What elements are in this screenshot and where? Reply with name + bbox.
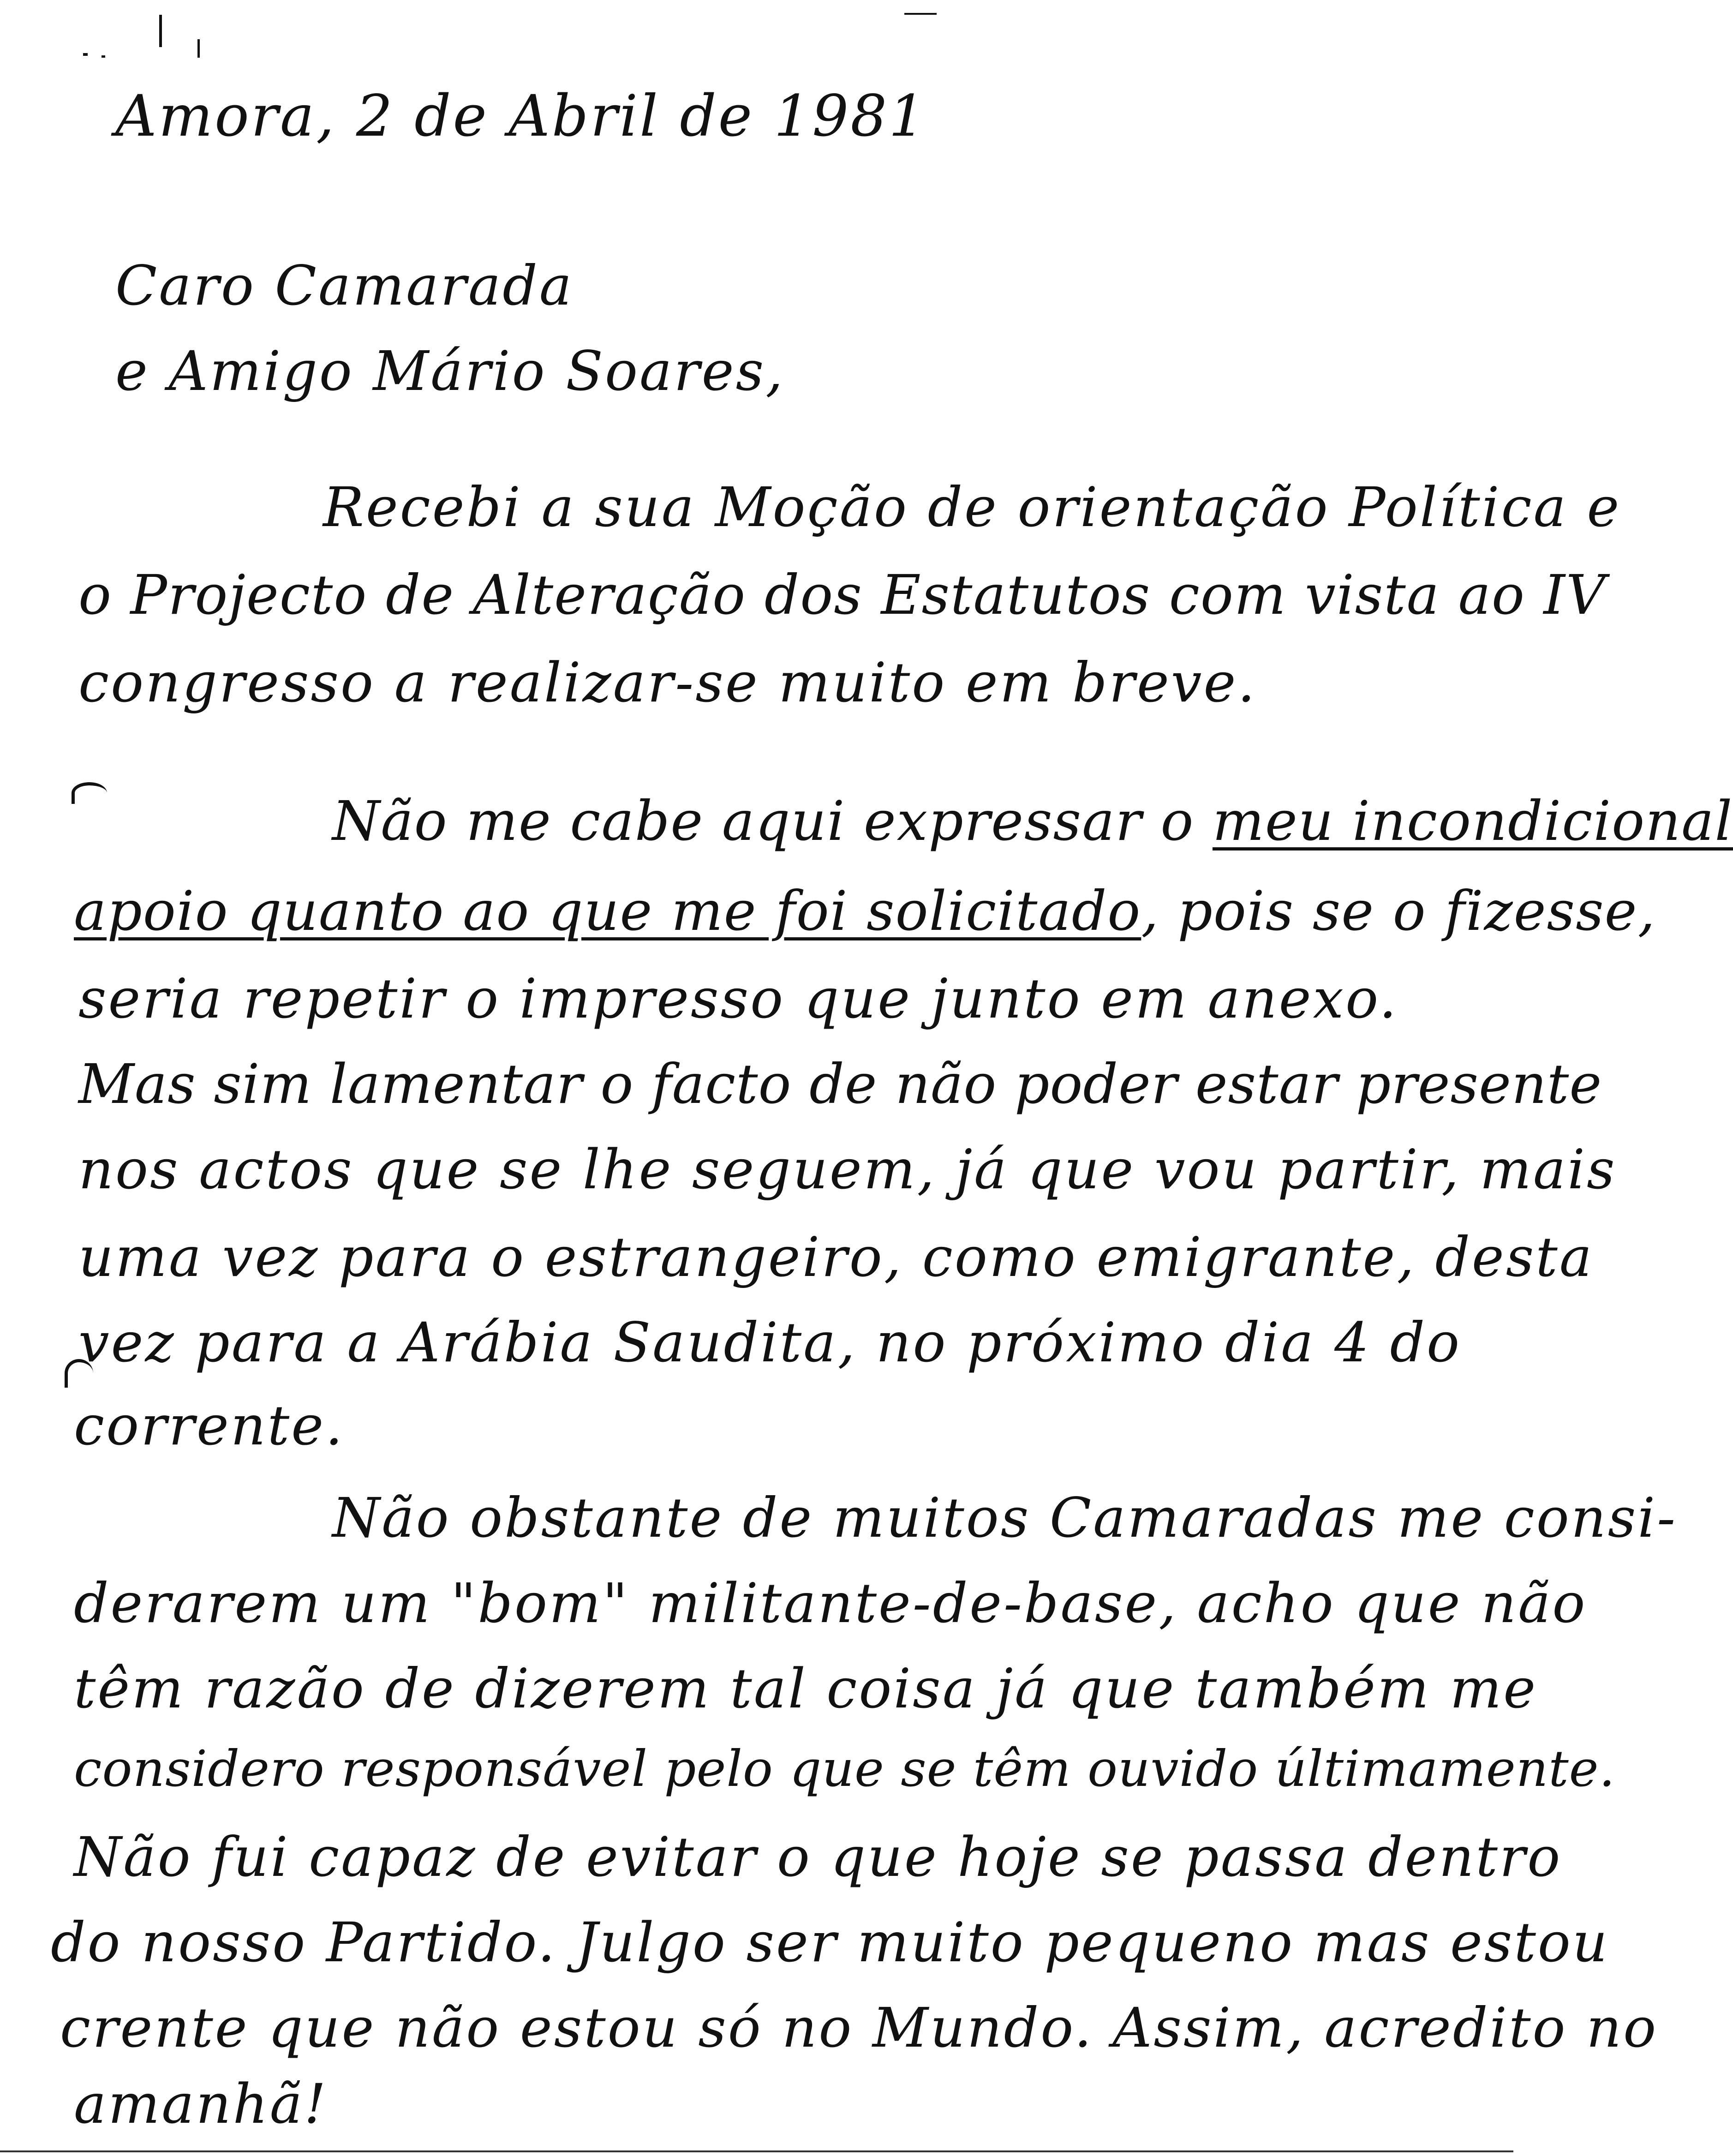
paragraph-3-line-4: considero responsável pelo que se têm ouvido últimamente. — [74, 1740, 1615, 1798]
stray-mark — [83, 53, 88, 56]
paragraph-2-line-2 — [74, 879, 1656, 943]
stray-mark — [102, 55, 105, 58]
place-date: Amora, 2 de Abril de 1981 — [115, 83, 927, 150]
paragraph-2-line-1 — [332, 789, 1733, 853]
margin-mark — [65, 1359, 93, 1388]
paragraph-3-line-1: Não obstante de muitos Camaradas me consi- — [332, 1486, 1677, 1550]
paragraph-3-line-8: amanhã! — [74, 2072, 328, 2136]
underlined-phrase: apoio quanto ao que me foi solicitado — [74, 879, 1141, 943]
paragraph-2-line-2-rest: , pois se o fizesse, — [1141, 879, 1656, 943]
stray-mark — [159, 15, 162, 47]
paragraph-1-line-1: Recebi a sua Moção de orientação Política e — [323, 475, 1621, 539]
paragraph-2-line-3: seria repetir o impresso que junto em anexo. — [78, 967, 1398, 1030]
paragraph-3-line-6: do nosso Partido. Julgo ser muito pequeno mas estou — [51, 1910, 1609, 1974]
paragraph-3-line-3: têm razão de dizerem tal coisa já que também me — [74, 1657, 1538, 1720]
underlined-phrase: meu incondicional — [1212, 789, 1733, 853]
paragraph-1-line-2: o Projecto de Alteração dos Estatutos com vista ao IV — [78, 563, 1607, 627]
paragraph-2-line-6: uma vez para o estrangeiro, como emigrante, desta — [78, 1225, 1594, 1289]
stray-mark — [904, 13, 937, 15]
paragraph-2-line-1-lead: Não me cabe aqui expressar o — [332, 789, 1213, 853]
paragraph-2-line-7: vez para a Arábia Saudita, no próximo dia 4 do — [78, 1311, 1462, 1374]
paragraph-3-line-7: crente que não estou só no Mundo. Assim, acredito no — [60, 1996, 1658, 2060]
stray-mark — [197, 39, 200, 58]
salutation-line-2: e Amigo Mário Soares, — [115, 339, 785, 403]
paragraph-2-line-4: Mas sim lamentar o facto de não poder estar presente — [78, 1052, 1602, 1116]
salutation-line-1: Caro Camarada — [115, 254, 574, 317]
paragraph-2-line-8: corrente. — [74, 1394, 345, 1457]
page-bottom-edge — [0, 2150, 1513, 2152]
paragraph-3-line-2: derarem um "bom" militante-de-base, acho que não — [74, 1571, 1587, 1635]
margin-mark — [72, 782, 107, 804]
paragraph-1-line-3: congresso a realizar-se muito em breve. — [78, 651, 1257, 714]
paragraph-2-line-5: nos actos que se lhe seguem, já que vou partir, mais — [78, 1138, 1617, 1201]
paragraph-3-line-5: Não fui capaz de evitar o que hoje se passa dentro — [74, 1825, 1562, 1889]
